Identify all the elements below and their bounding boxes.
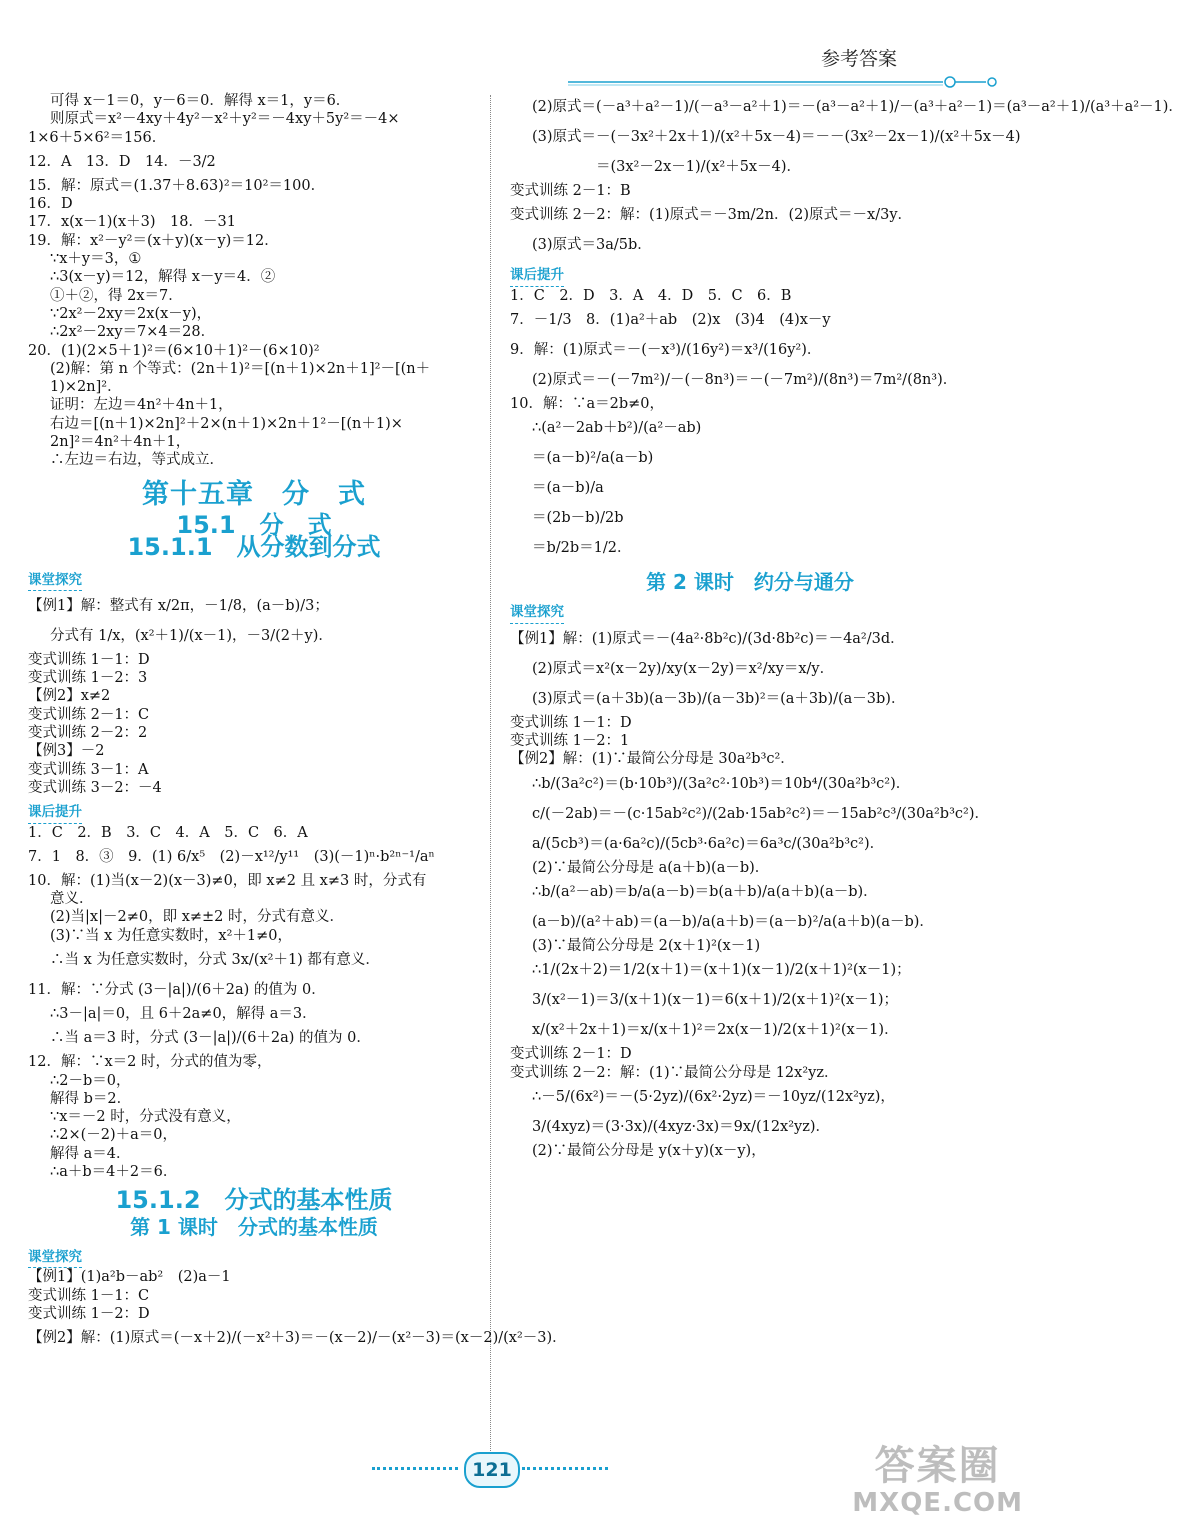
answer-line: ∴－5/(6x²)＝－(5·2yz)/(6x²·2yz)＝－10yz/(12x²yz)， (532, 1088, 895, 1105)
answer-line: 变式训练 2－1：C (28, 706, 150, 723)
answer-line: 【例1】解：(1)原式＝－(4a²·8b²c)/(3d·8b²c)＝－4a²/3d． (510, 630, 905, 647)
answer-line: 变式训练 1－2：D (28, 1305, 150, 1322)
answer-line: 2n]²＝4n²＋4n＋1， (50, 434, 191, 451)
answer-line: (2)当|x|－2≠0，即 x≠±2 时，分式有意义． (50, 909, 345, 926)
column-divider (490, 95, 491, 1455)
answer-line: 变式训练 2－2：解：(1)原式＝－3m/2n．(2)原式＝－x/3y． (510, 207, 913, 224)
answer-line: 变式训练 2－2：2 (28, 725, 148, 742)
footer-dots-right (522, 1467, 608, 1470)
after-class-tag: 课后提升 (510, 266, 564, 286)
answer-line: 变式训练 1－2：1 (510, 733, 630, 750)
answer-line: ＝(2b－b)/2b (532, 510, 624, 527)
right-column (510, 92, 1183, 1160)
answer-line: 【例2】解：(1)原式＝(－x＋2)/(－x²＋3)＝－(x－2)/－(x²－3)＝(x－2)/(x²－3)． (28, 1330, 567, 1347)
answer-line: ∴b/(3a²c²)＝(b·10b³)/(3a²c²·10b³)＝10b⁴/(30a²b³c²)． (532, 775, 911, 792)
answer-line: a/(5cb³)＝(a·6a²c)/(5cb³·6a²c)＝6a³c/(30a²b³c²)． (532, 835, 885, 852)
answer-line: 17．x(x－1)(x＋3) 18．－31 (28, 214, 236, 231)
answer-line: ∵2x²－2xy＝2x(x－y)， (50, 305, 212, 322)
answer-line: (3)原式＝3a/5b． (532, 237, 652, 254)
right-block-1 (510, 92, 1183, 260)
header-decoration-line (568, 76, 998, 88)
answer-line: 3/(4xyz)＝(3·3x)/(4xyz·3x)＝9x/(12x²yz)． (532, 1118, 831, 1135)
answer-line: ＝(a－b)²/a(a－b) (532, 450, 654, 467)
answer-line: 1)×2n]²． (50, 379, 122, 396)
answer-line: 【例2】x≠2 (28, 688, 111, 705)
page-number: 121 (464, 1452, 520, 1488)
answer-line: ∴左边＝右边，等式成立． (50, 452, 224, 469)
answer-line: 10．解：(1)当(x－2)(x－3)≠0，即 x≠2 且 x≠3 时，分式有 (28, 872, 427, 889)
classroom-explore-tag: 课堂探究 (510, 603, 564, 623)
answer-line: ①＋②，得 2x＝7． (50, 287, 183, 304)
answer-line: 11．解：∵分式 (3－|a|)/(6＋2a) 的值为 0． (28, 981, 326, 998)
answer-line: 变式训练 2－1：D (510, 1046, 632, 1063)
answer-line: 变式训练 3－1：A (28, 761, 149, 778)
answer-line: ∴b/(a²－ab)＝b/a(a－b)＝b(a＋b)/a(a＋b)(a－b)． (532, 883, 878, 900)
answer-line: ∴3(x－y)＝12，解得 x－y＝4．② (50, 269, 276, 286)
watermark-logo (852, 1444, 1023, 1518)
after-class-tag: 课后提升 (28, 803, 82, 823)
answer-line: 20．(1)(2×5＋1)²＝(6×10＋1)²－(6×10)² (28, 342, 320, 359)
right-block-2 (510, 287, 990, 564)
answer-line: 解得 b＝2． (50, 1090, 132, 1107)
answer-line: ＝(3x²－2x－1)/(x²＋5x－4)． (596, 159, 801, 175)
answer-line: 则原式＝x²－4xy＋4y²－x²＋y²＝－4xy＋5y²＝－4× (50, 111, 400, 128)
answer-line: 意义． (50, 891, 94, 908)
left-block-4 (28, 1268, 567, 1353)
answer-line: 可得 x－1＝0，y－6＝0．解得 x＝1，y＝6． (50, 93, 351, 109)
answer-line: ∴2×(－2)＋a＝0， (50, 1127, 178, 1144)
answer-line: (2)原式＝x²(x－2y)/xy(x－2y)＝x²/xy＝x/y． (532, 660, 835, 677)
right-block-3 (510, 624, 990, 1160)
answer-line: 分式有 1/x，(x²＋1)/(x－1)，－3/(2＋y)． (50, 627, 333, 644)
answer-line: 变式训练 3－2：－4 (28, 779, 162, 796)
answer-line: ∵x＝－2 时，分式没有意义， (50, 1109, 241, 1126)
answer-line: 右边＝[(n＋1)×2n]²＋2×(n＋1)×2n＋1²－[(n＋1)× (50, 415, 403, 432)
answer-line: ∴a＋b＝4＋2＝6． (50, 1164, 178, 1181)
answer-line: 【例1】解：整式有 x/2π，－1/8，(a－b)/3； (28, 597, 329, 614)
answer-line: 16．D (28, 196, 73, 213)
answer-line: 9．解：(1)原式＝－(－x³)/(16y²)＝x³/(16y²)． (510, 341, 822, 358)
answer-line: ∴2x²－2xy＝7×4＝28． (50, 324, 216, 341)
answer-line: 1×6＋5×6²＝156． (28, 129, 167, 146)
answer-line: x/(x²＋2x＋1)＝x/(x＋1)²＝2x(x－1)/2(x＋1)²(x－1)． (532, 1022, 899, 1039)
subsection-title: 15.1.2 分式的基本性质 (115, 1186, 393, 1215)
answer-line: 解得 a＝4． (50, 1145, 131, 1162)
answer-line: (3)原式＝(a＋3b)(a－3b)/(a－3b)²＝(a＋3b)/(a－3b)． (532, 690, 906, 707)
left-block-1 (28, 92, 480, 470)
left-block-3 (28, 824, 480, 1182)
answer-line: (2)解：第 n 个等式：(2n＋1)²＝[(n＋1)×2n＋1]²－[(n＋ (50, 360, 431, 377)
lesson-title: 第 2 课时 约分与通分 (646, 570, 854, 595)
left-column (28, 92, 567, 1353)
classroom-explore-tag: 课堂探究 (28, 571, 82, 591)
answer-line: 变式训练 1－1：D (510, 714, 632, 731)
classroom-explore-tag: 课堂探究 (28, 1248, 82, 1268)
answer-line: 19．解：x²－y²＝(x＋y)(x－y)＝12． (28, 232, 279, 249)
answer-line: 变式训练 1－2：3 (28, 670, 148, 687)
answer-line: (3)原式＝－(－3x²＋2x＋1)/(x²＋5x－4)＝－－(3x²－2x－1)/(x²＋5x－4) (532, 129, 1021, 145)
answer-line: 1．C 2．D 3．A 4．D 5．C 6．B (510, 287, 792, 304)
answer-line: c/(－2ab)＝－(c·15ab²c²)/(2ab·15ab²c²)＝－15ab²c³/(30a²b³c²)． (532, 805, 989, 822)
answer-line: (2)原式＝(－a³＋a²－1)/(－a³－a²＋1)＝－(a³－a²＋1)/－(a³＋a²－1)＝(a³－a²＋1)/(a³＋a²－1)． (532, 99, 1183, 115)
answer-line: 7．－1/3 8．(1)a²＋ab (2)x (3)4 (4)x－y (510, 311, 831, 328)
answer-line: ＝(a－b)/a (532, 480, 604, 497)
answer-line: 证明：左边＝4n²＋4n＋1， (50, 397, 233, 414)
answer-line: 15．解：原式＝(1.37＋8.63)²＝10²＝100． (28, 177, 326, 194)
answer-line: 【例2】解：(1)∵最简公分母是 30a²b³c²． (510, 751, 795, 768)
answer-line: 变式训练 1－1：C (28, 1287, 150, 1304)
answer-line: (2)∵最简公分母是 y(x＋y)(x－y)， (532, 1142, 766, 1159)
answer-line: ＝b/2b＝1/2． (532, 540, 632, 557)
footer-dots-left (372, 1467, 458, 1470)
answer-line: 3/(x²－1)＝3/(x＋1)(x－1)＝6(x＋1)/2(x＋1)²(x－1)； (532, 992, 898, 1009)
chapter-title: 第十五章 分 式 (142, 478, 366, 510)
answer-line: (2)原式＝－(－7m²)/－(－8n³)＝－(－7m²)/(8n³)＝7m²/(8n³)． (532, 371, 958, 388)
answer-line: ∴2－b＝0， (50, 1072, 131, 1089)
answer-line: 【例3】－2 (28, 743, 105, 760)
answer-line: ∴(a²－2ab＋b²)/(a²－ab) (532, 420, 702, 437)
watermark-url: MXQE.COM (852, 1488, 1023, 1518)
answer-line: ∴3－|a|＝0，且 6＋2a≠0，解得 a＝3． (50, 1005, 317, 1022)
left-block-2 (28, 591, 480, 797)
answer-line: 7．1 8．③ 9．(1) 6/x⁵ (2)－x¹²/y¹¹ (3)(－1)ⁿ·b²ⁿ⁻¹/aⁿ (28, 848, 435, 865)
answer-line: (2)∵最简公分母是 a(a＋b)(a－b)． (532, 859, 770, 876)
answer-line: 变式训练 1－1：D (28, 651, 150, 668)
answer-line: 10．解：∵a＝2b≠0， (510, 395, 664, 412)
lesson-title: 第 1 课时 分式的基本性质 (130, 1214, 378, 1239)
header-title: 参考答案 (820, 48, 897, 70)
answer-line: (a－b)/(a²＋ab)＝(a－b)/a(a＋b)＝(a－b)²/a(a＋b)(a－b)． (532, 913, 934, 930)
answer-line: (3)∵最简公分母是 2(x＋1)²(x－1) (532, 937, 761, 954)
answer-line: (3)∵当 x 为任意实数时，x²＋1≠0， (50, 927, 293, 944)
answer-line: 【例1】(1)a²b－ab² (2)a－1 (28, 1269, 231, 1286)
subsection-title: 15.1.1 从分数到分式 (127, 533, 381, 562)
section-title: 15.1 分 式 (176, 510, 332, 539)
answer-line: 12．解：∵x＝2 时，分式的值为零， (28, 1054, 272, 1071)
answer-line: 12．A 13．D 14．－3/2 (28, 153, 216, 170)
answer-line: 1．C 2．B 3．C 4．A 5．C 6．A (28, 824, 308, 841)
answer-line: ∴1/(2x＋2)＝1/2(x＋1)＝(x＋1)(x－1)/2(x＋1)²(x－1)； (532, 962, 911, 979)
answer-line: 变式训练 2－2：解：(1)∵最简公分母是 12x²yz． (510, 1064, 839, 1081)
answer-line: ∴当 x 为任意实数时，分式 3x/(x²＋1) 都有意义． (50, 951, 380, 968)
answer-line: ∴当 a＝3 时，分式 (3－|a|)/(6＋2a) 的值为 0． (50, 1030, 371, 1047)
watermark-text: 答案圈 (874, 1443, 1001, 1489)
answer-line: 变式训练 2－1：B (510, 183, 631, 199)
answer-line: ∵x＋y＝3，① (50, 251, 142, 268)
